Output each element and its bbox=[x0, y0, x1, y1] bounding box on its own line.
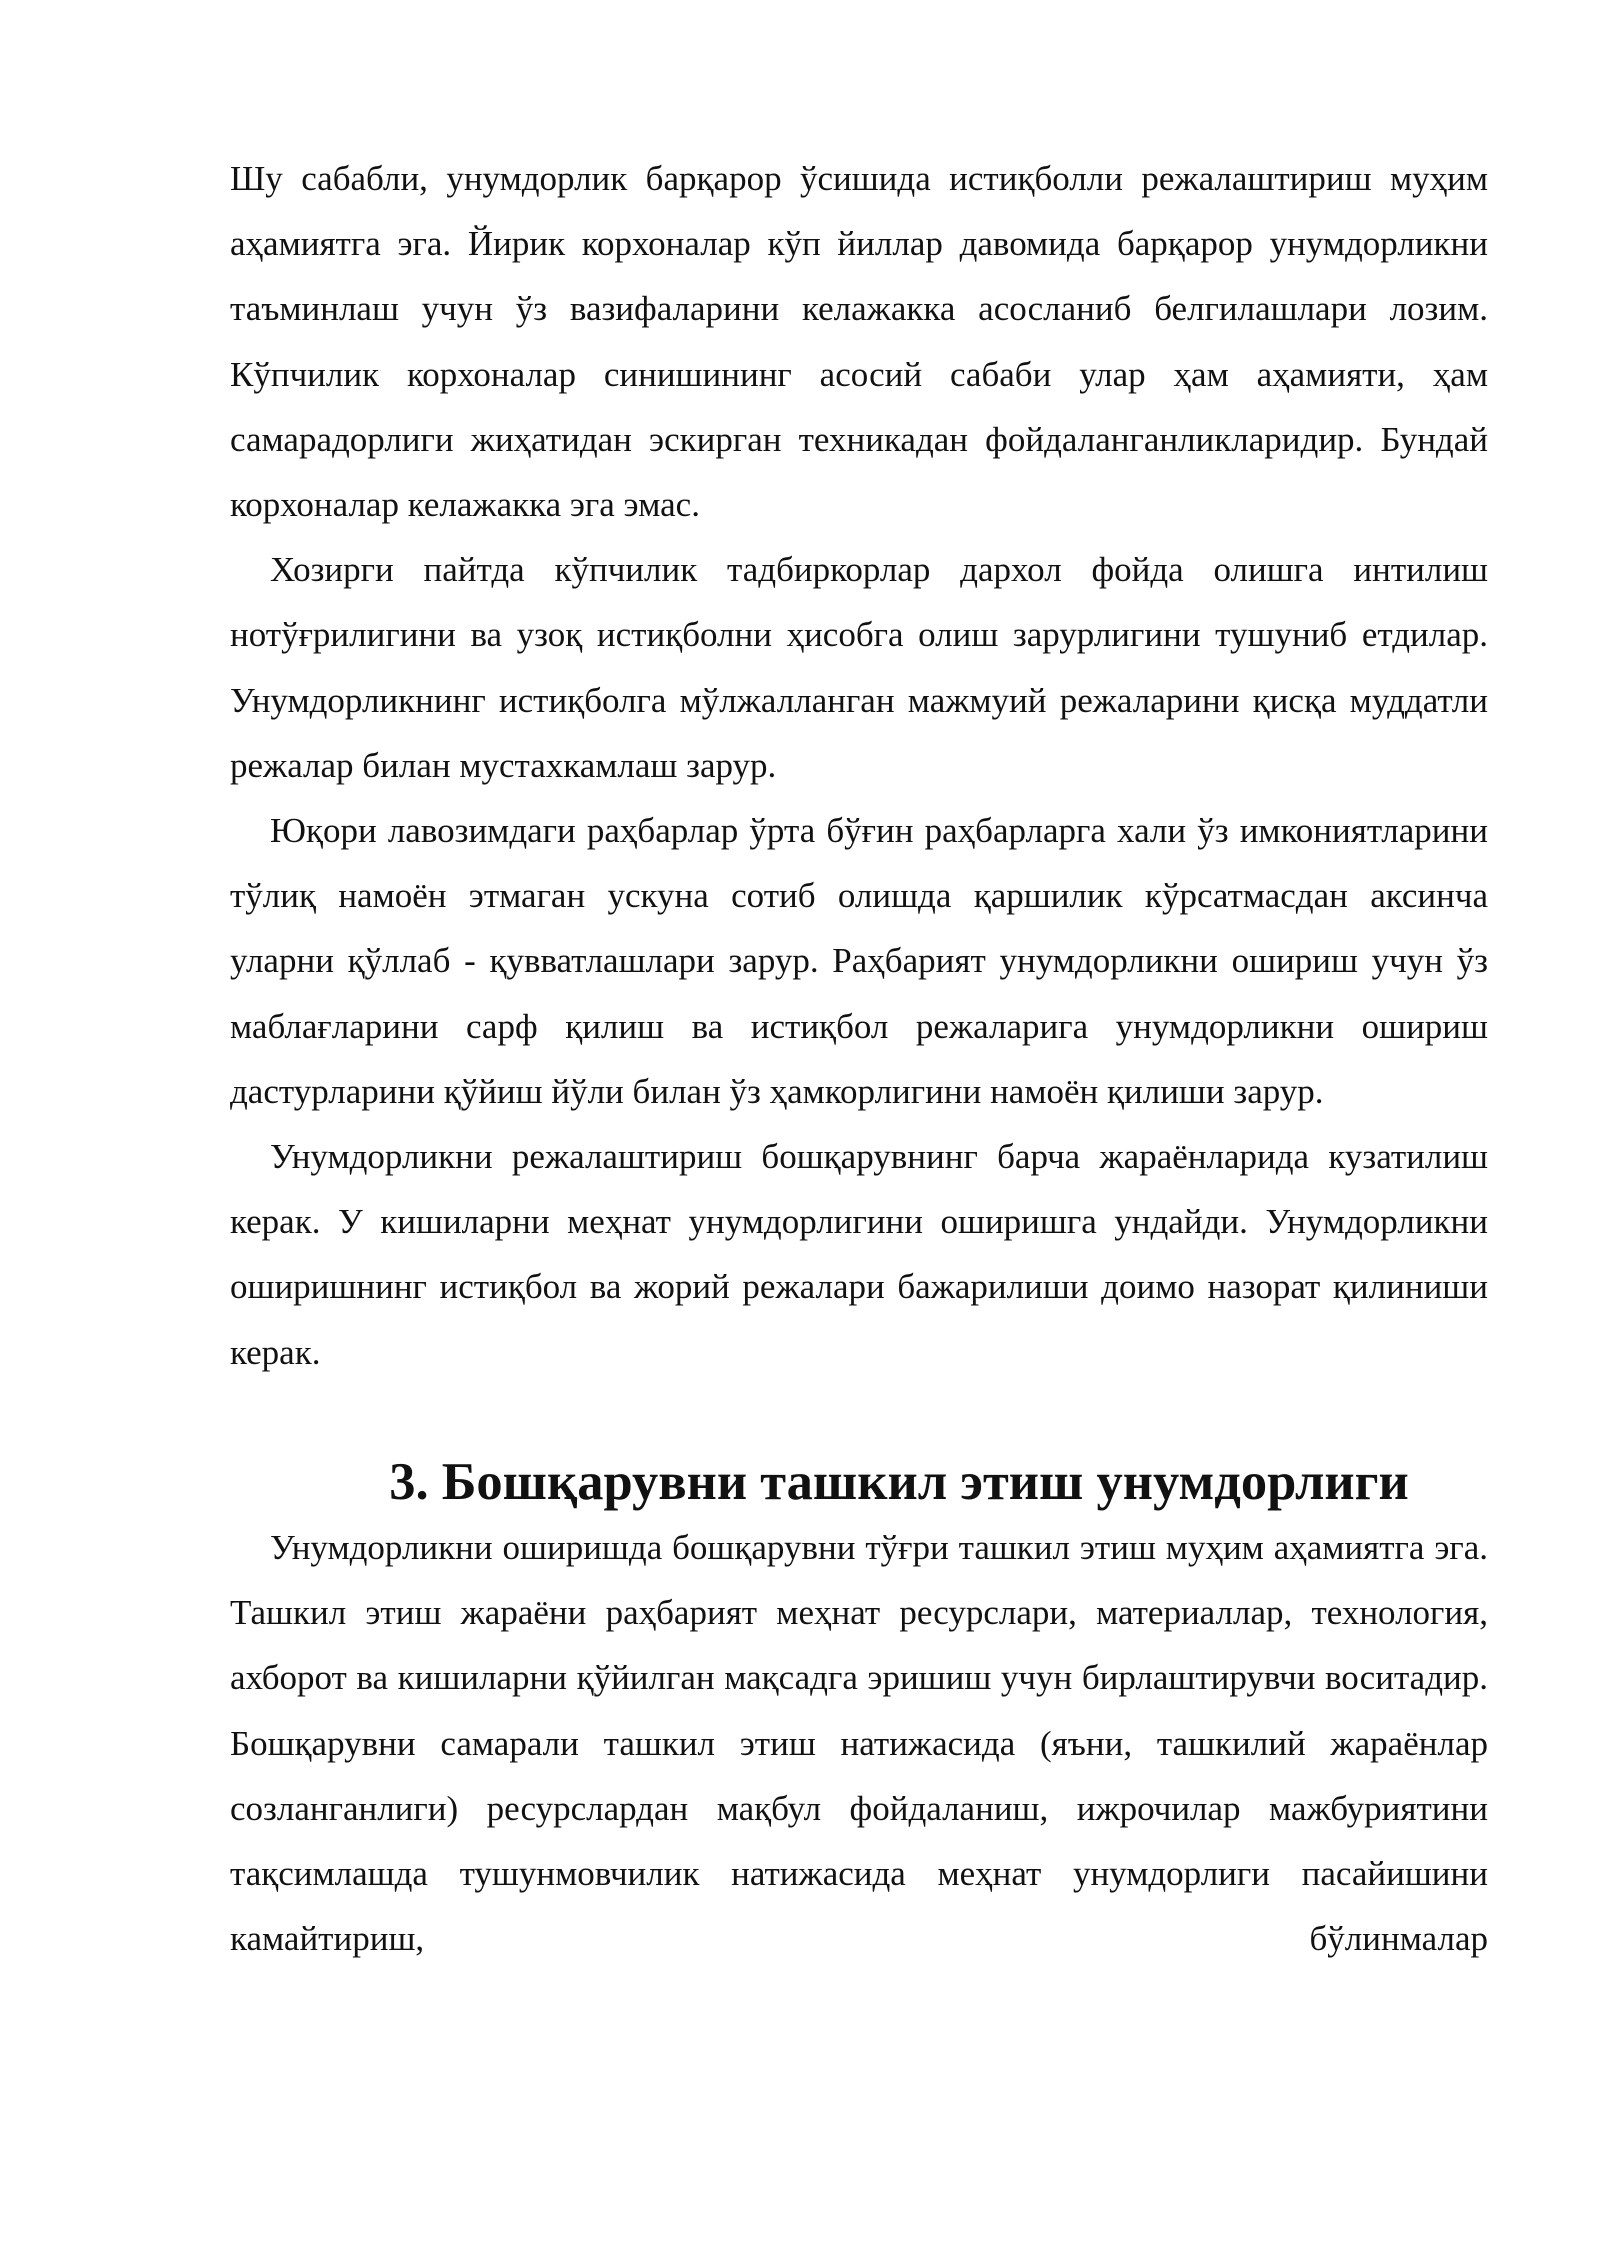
paragraph-1: Шу сабабли, унумдорлик барқарор ўсишида истиқболли режалаштириш муҳим аҳамиятга эга. Йирик корхоналар кўп йиллар давомида барқарор унумдорликни таъминлаш учун ўз вазифаларини келажакка асосланиб белгилашлари лозим. Кўпчилик корхоналар синишининг асосий сабаби улар ҳам аҳамияти, ҳам самарадорлиги жиҳатидан эскирган техникадан фойдаланганликларидир. Бундай корхоналар келажакка эга эмас. bbox=[230, 159, 1488, 525]
section-heading: 3. Бошқарувни ташкил этиш унумдорлиги bbox=[389, 1452, 1409, 1511]
paragraph-2: Хозирги пайтда кўпчилик тадбиркорлар дархол фойда олишга интилиш нотўғрилигини ва узоқ истиқболни ҳисобга олиш зарурлигини тушуниб етдилар. Унумдорликнинг истиқболга мўлжалланган мажмуий режаларини қисқа муддатли режалар билан мустахкамлаш зарур. bbox=[230, 550, 1488, 785]
paragraph-3: Юқори лавозимдаги раҳбарлар ўрта бўғин раҳбарларга хали ўз имкониятларини тўлиқ намоён этмаган ускуна сотиб олишда қаршилик кўрсатмасдан аксинча уларни қўллаб - қувватлашлари зарур. Раҳбарият унумдорликни ошириш учун ўз маблағларини сарф қилиш ва истиқбол режаларига унумдорликни ошириш дастурларини қўйиш йўли билан ўз ҳамкорлигини намоён қилиши зарур. bbox=[230, 811, 1488, 1111]
text-column bbox=[230, 146, 1488, 1971]
paragraph-5: Унумдорликни оширишда бошқарувни тўғри ташкил этиш муҳим аҳамиятга эга. Ташкил этиш жараёни раҳбарият меҳнат ресурслари, материаллар, технология, ахборот ва кишиларни қўйилган мақсадга эришиш учун бирлаштирувчи воситадир. Бошқарувни самарали ташкил этиш натижасида (яъни, ташкилий жараёнлар созланганлиги) ресурслардан мақбул фойдаланиш, ижрочилар мажбуриятини тақсимлашда тушунмовчилик натижасида меҳнат унумдорлиги пасайишини камайтириш, бўлинмалар bbox=[230, 1528, 1488, 1959]
paragraph-4: Унумдорликни режалаштириш бошқарувнинг барча жараёнларида кузатилиш керак. У кишиларни меҳнат унумдорлигини оширишга ундайди. Унумдорликни оширишнинг истиқбол ва жорий режалари бажарилиши доимо назорат қилиниши керак. bbox=[230, 1137, 1488, 1372]
